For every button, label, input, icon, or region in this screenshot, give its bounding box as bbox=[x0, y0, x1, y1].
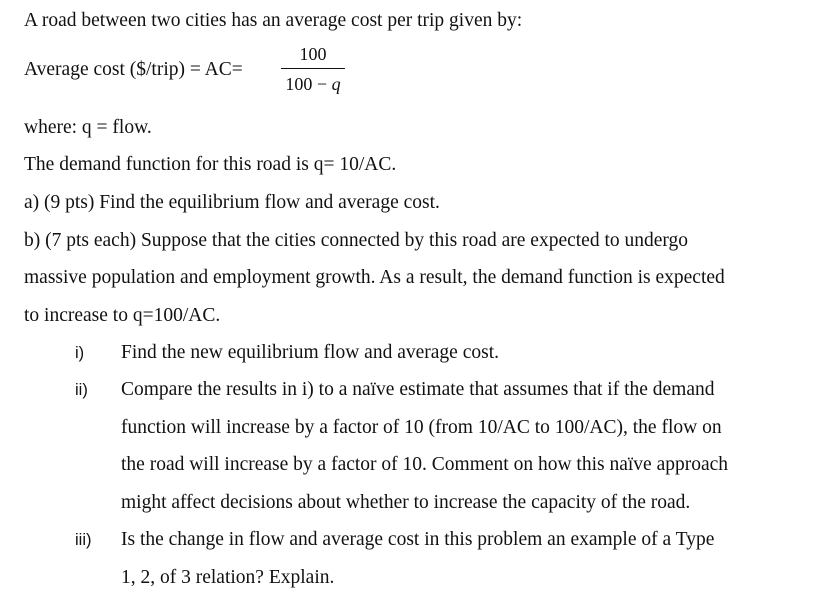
demand-function-line: The demand function for this road is q= 10/AC. bbox=[24, 155, 396, 175]
subitem-marker: ii) bbox=[75, 380, 115, 399]
fraction-numerator: 100 bbox=[281, 44, 345, 64]
part-a-question: a) (9 pts) Find the equilibrium flow and average cost. bbox=[24, 193, 440, 213]
formula-lhs: Average cost ($/trip) = AC= bbox=[24, 60, 243, 80]
subitem-marker: i) bbox=[75, 343, 115, 362]
where-line: where: q = flow. bbox=[24, 118, 152, 138]
fraction-bar bbox=[281, 68, 345, 69]
fraction-denominator bbox=[281, 74, 345, 94]
subitem-line: might affect decisions about whether to increase the capacity of the road. bbox=[121, 493, 728, 531]
denominator-variable: q bbox=[332, 74, 341, 94]
formula-fraction bbox=[281, 44, 345, 94]
subitem-text bbox=[121, 343, 499, 381]
average-cost-formula bbox=[24, 44, 444, 104]
subitem-line: Is the change in flow and average cost in this problem an example of a Type bbox=[121, 530, 714, 568]
subitem-text bbox=[121, 380, 728, 530]
part-b-line-3: to increase to q=100/AC. bbox=[24, 306, 220, 326]
subitem-line: Find the new equilibrium flow and average cost. bbox=[121, 343, 499, 381]
subitem-line: Compare the results in i) to a naïve estimate that assumes that if the demand bbox=[121, 380, 728, 418]
subitem-marker: iii) bbox=[75, 530, 115, 549]
intro-text: A road between two cities has an average cost per trip given by: bbox=[24, 11, 522, 31]
part-b-line-1: b) (7 pts each) Suppose that the cities connected by this road are expected to undergo bbox=[24, 231, 688, 251]
subitem-line: function will increase by a factor of 10 (from 10/AC to 100/AC), the flow on bbox=[121, 418, 728, 456]
denominator-constant: 100 − bbox=[285, 74, 331, 94]
subitem-line: 1, 2, of 3 relation? Explain. bbox=[121, 568, 714, 605]
part-b-line-2: massive population and employment growth. As a result, the demand function is expected bbox=[24, 268, 725, 288]
subitem-line: the road will increase by a factor of 10. Comment on how this naïve approach bbox=[121, 455, 728, 493]
